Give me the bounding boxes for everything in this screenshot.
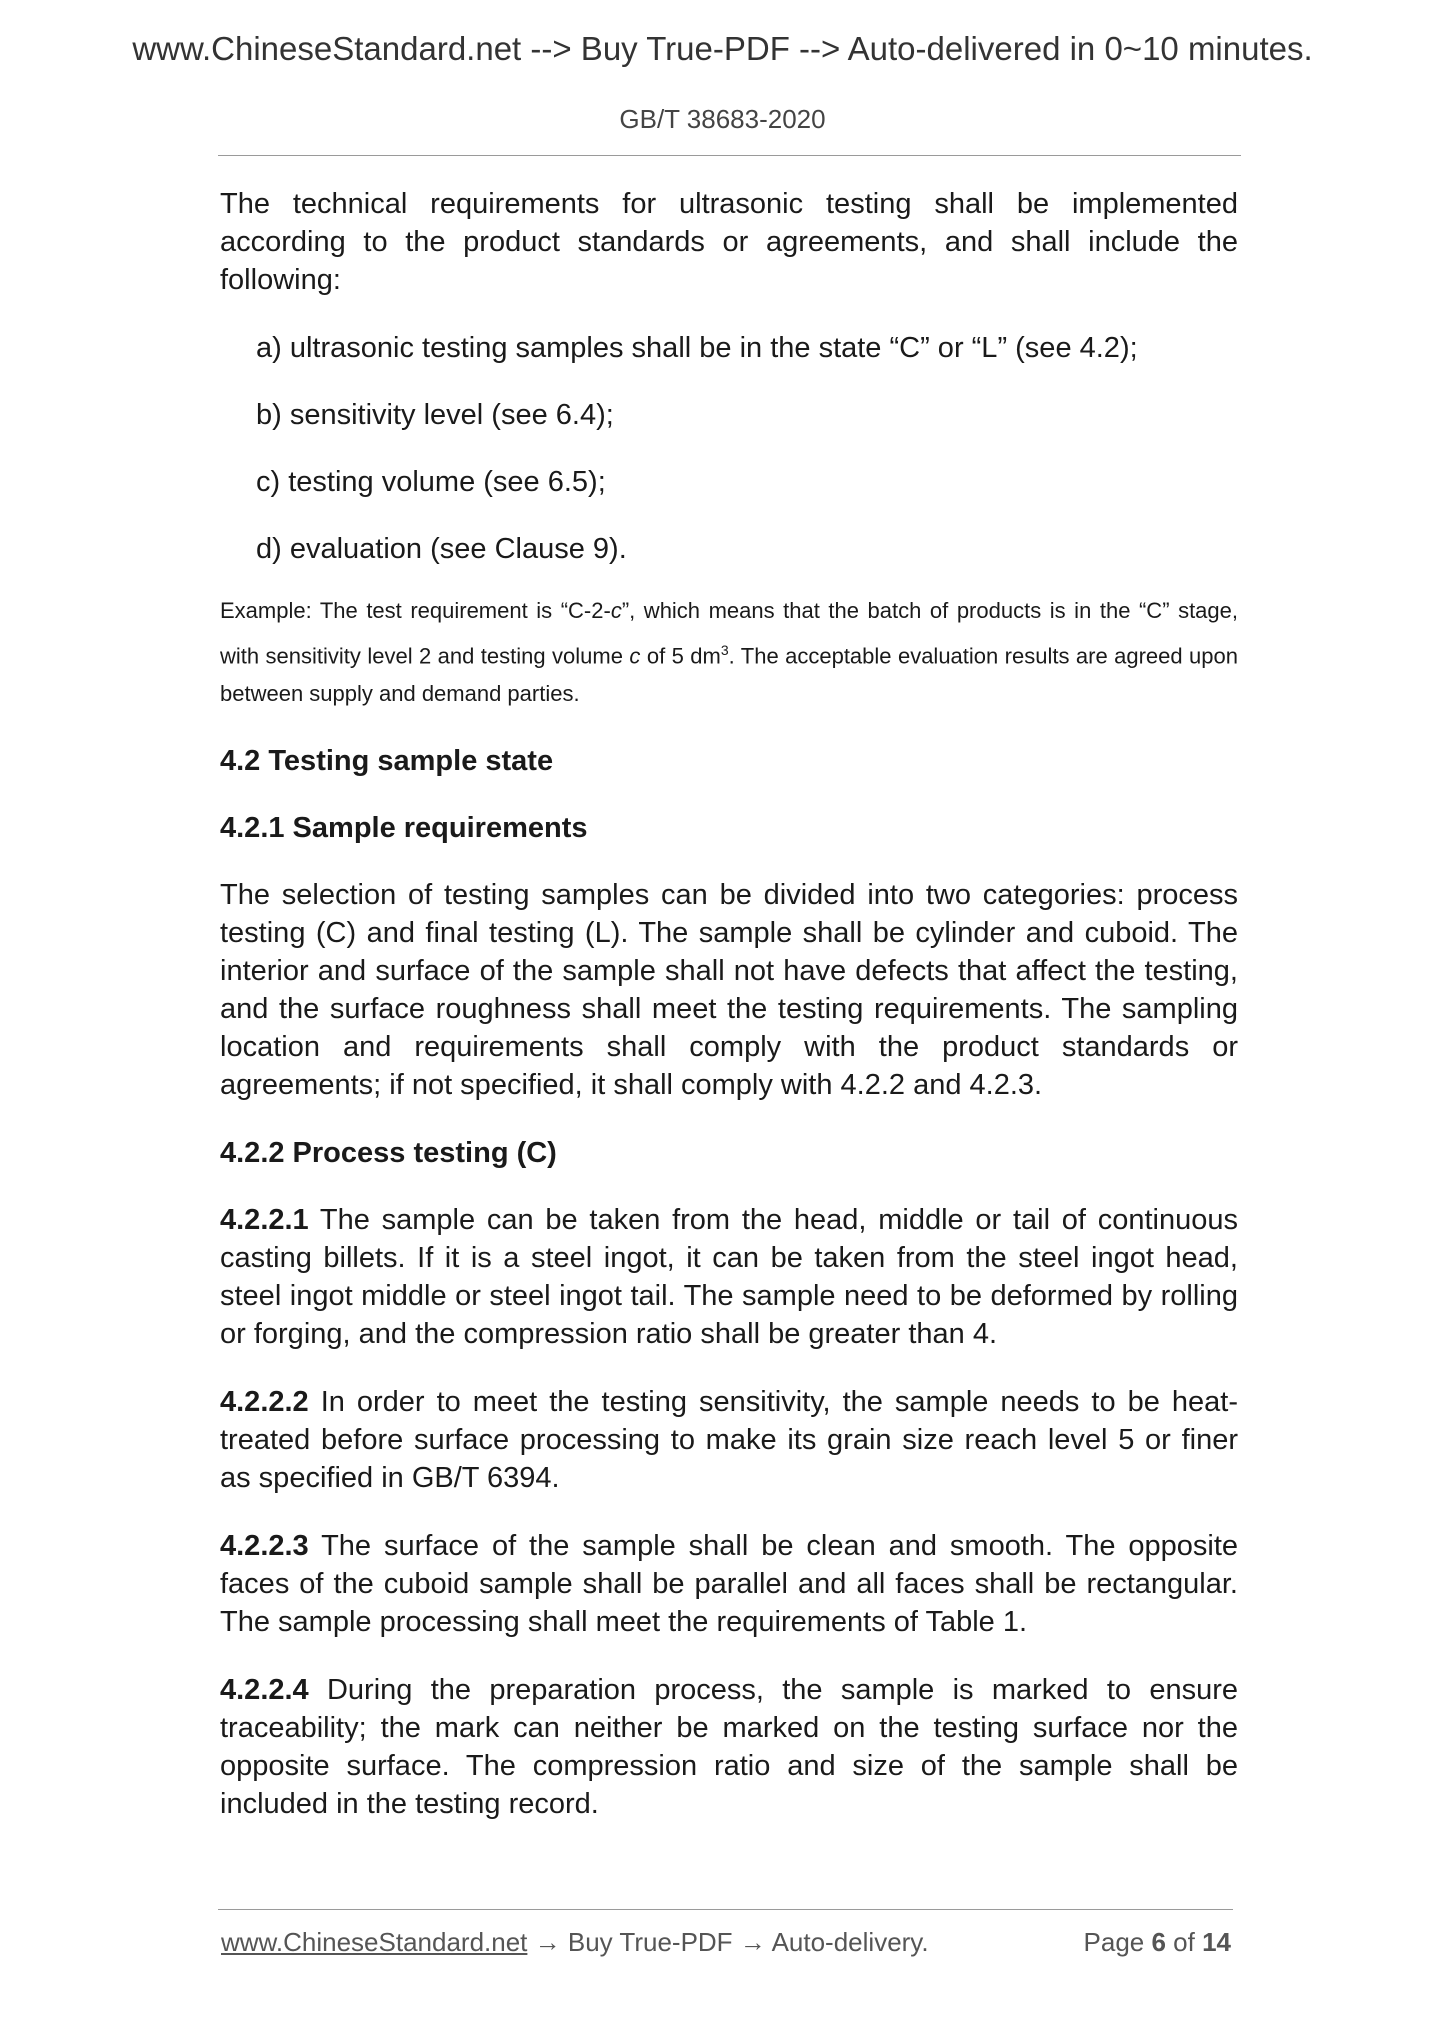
footer-left <box>221 1927 929 1958</box>
heading-4-2-1: 4.2.1 Sample requirements <box>220 811 588 844</box>
clause-4-2-2-3 <box>220 1527 1238 1641</box>
list-item-a: a) ultrasonic testing samples shall be in the state “C” or “L” (see 4.2); <box>256 332 1138 364</box>
clause-number: 4.2.2.4 <box>220 1673 309 1706</box>
page-body <box>220 185 1238 1853</box>
top-banner: www.ChineseStandard.net --> Buy True-PDF --> Auto-delivered in 0~10 minutes. <box>132 30 1313 67</box>
current-page-number: 6 <box>1151 1927 1166 1957</box>
clause-text: In order to meet the testing sensitivity, the sample needs to be heat-treated before surface processing to make its grain size reach level 5 or finer as specified in GB/T 6394. <box>220 1385 1238 1494</box>
header-divider <box>218 155 1241 156</box>
clause-4-2-2-1 <box>220 1201 1238 1353</box>
list-item-b: b) sensitivity level (see 6.4); <box>256 399 614 431</box>
clause-text: The surface of the sample shall be clean and smooth. The opposite faces of the cuboid sample shall be parallel and all faces shall be rectangular. The sample processing shall meet the requirements of Table 1. <box>220 1529 1238 1638</box>
footer-site-link[interactable]: www.ChineseStandard.net <box>221 1927 528 1957</box>
clause-number: 4.2.2.2 <box>220 1385 309 1418</box>
example-note <box>220 592 1238 714</box>
intro-paragraph: The technical requirements for ultrasonic testing shall be implemented according to the product standards or agreements, and shall include the following: <box>220 188 1238 296</box>
clause-text: The sample can be taken from the head, middle or tail of continuous casting billets. If it is a steel ingot, it can be taken from the steel ingot head, steel ingot middle or steel ingot tail. The sample need to be deformed by rolling or forging, and the compression ratio shall be greater than 4. <box>220 1203 1238 1350</box>
example-superscript: 3 <box>720 641 729 658</box>
heading-4-2: 4.2 Testing sample state <box>220 744 554 777</box>
list-item-c: c) testing volume (see 6.5); <box>256 466 606 498</box>
example-text-3: of 5 dm <box>640 642 721 668</box>
of-label: of <box>1165 1927 1203 1957</box>
clause-number: 4.2.2.3 <box>220 1529 309 1562</box>
list-item-d: d) evaluation (see Clause 9). <box>256 533 627 565</box>
clause-4-2-2-2 <box>220 1383 1238 1497</box>
footer-divider <box>218 1909 1233 1910</box>
page-indicator <box>1084 1927 1231 1958</box>
example-text-1: Example: The test requirement is “C-2- <box>220 598 611 623</box>
example-italic-c-2: c <box>629 642 641 668</box>
page-label: Page <box>1083 1927 1152 1957</box>
total-pages-number: 14 <box>1202 1927 1231 1957</box>
clause-4-2-2-4 <box>220 1671 1238 1823</box>
heading-4-2-2: 4.2.2 Process testing (C) <box>220 1136 557 1169</box>
footer-tagline: → Buy True-PDF → Auto-delivery. <box>527 1927 929 1957</box>
clause-number: 4.2.2.1 <box>220 1203 309 1236</box>
paragraph-4-2-1: The selection of testing samples can be divided into two categories: process testing (C) and final testing (L). The sample shall be cylinder and cuboid. The interior and surface of the sample shall not have defects that affect the testing, and the surface roughness shall meet the testing requirements. The sampling location and requirements shall comply with the product standards or agreements; if not specified, it shall comply with 4.2.2 and 4.2.3. <box>220 878 1238 1101</box>
standard-code-header: GB/T 38683-2020 <box>619 104 826 134</box>
example-italic-c-1: c <box>610 598 622 623</box>
example-text-4: . The acceptable evaluation results are agreed upon between supply and demand parties. <box>220 642 1239 707</box>
clause-text: During the preparation process, the sample is marked to ensure traceability; the mark can neither be marked on the testing surface nor the opposite surface. The compression ratio and size of the sample shall be included in the testing record. <box>220 1673 1238 1820</box>
example-text-2: ”, which means that the batch of products is in the “C” stage, with sensitivity level 2 and testing volume <box>220 598 1239 668</box>
